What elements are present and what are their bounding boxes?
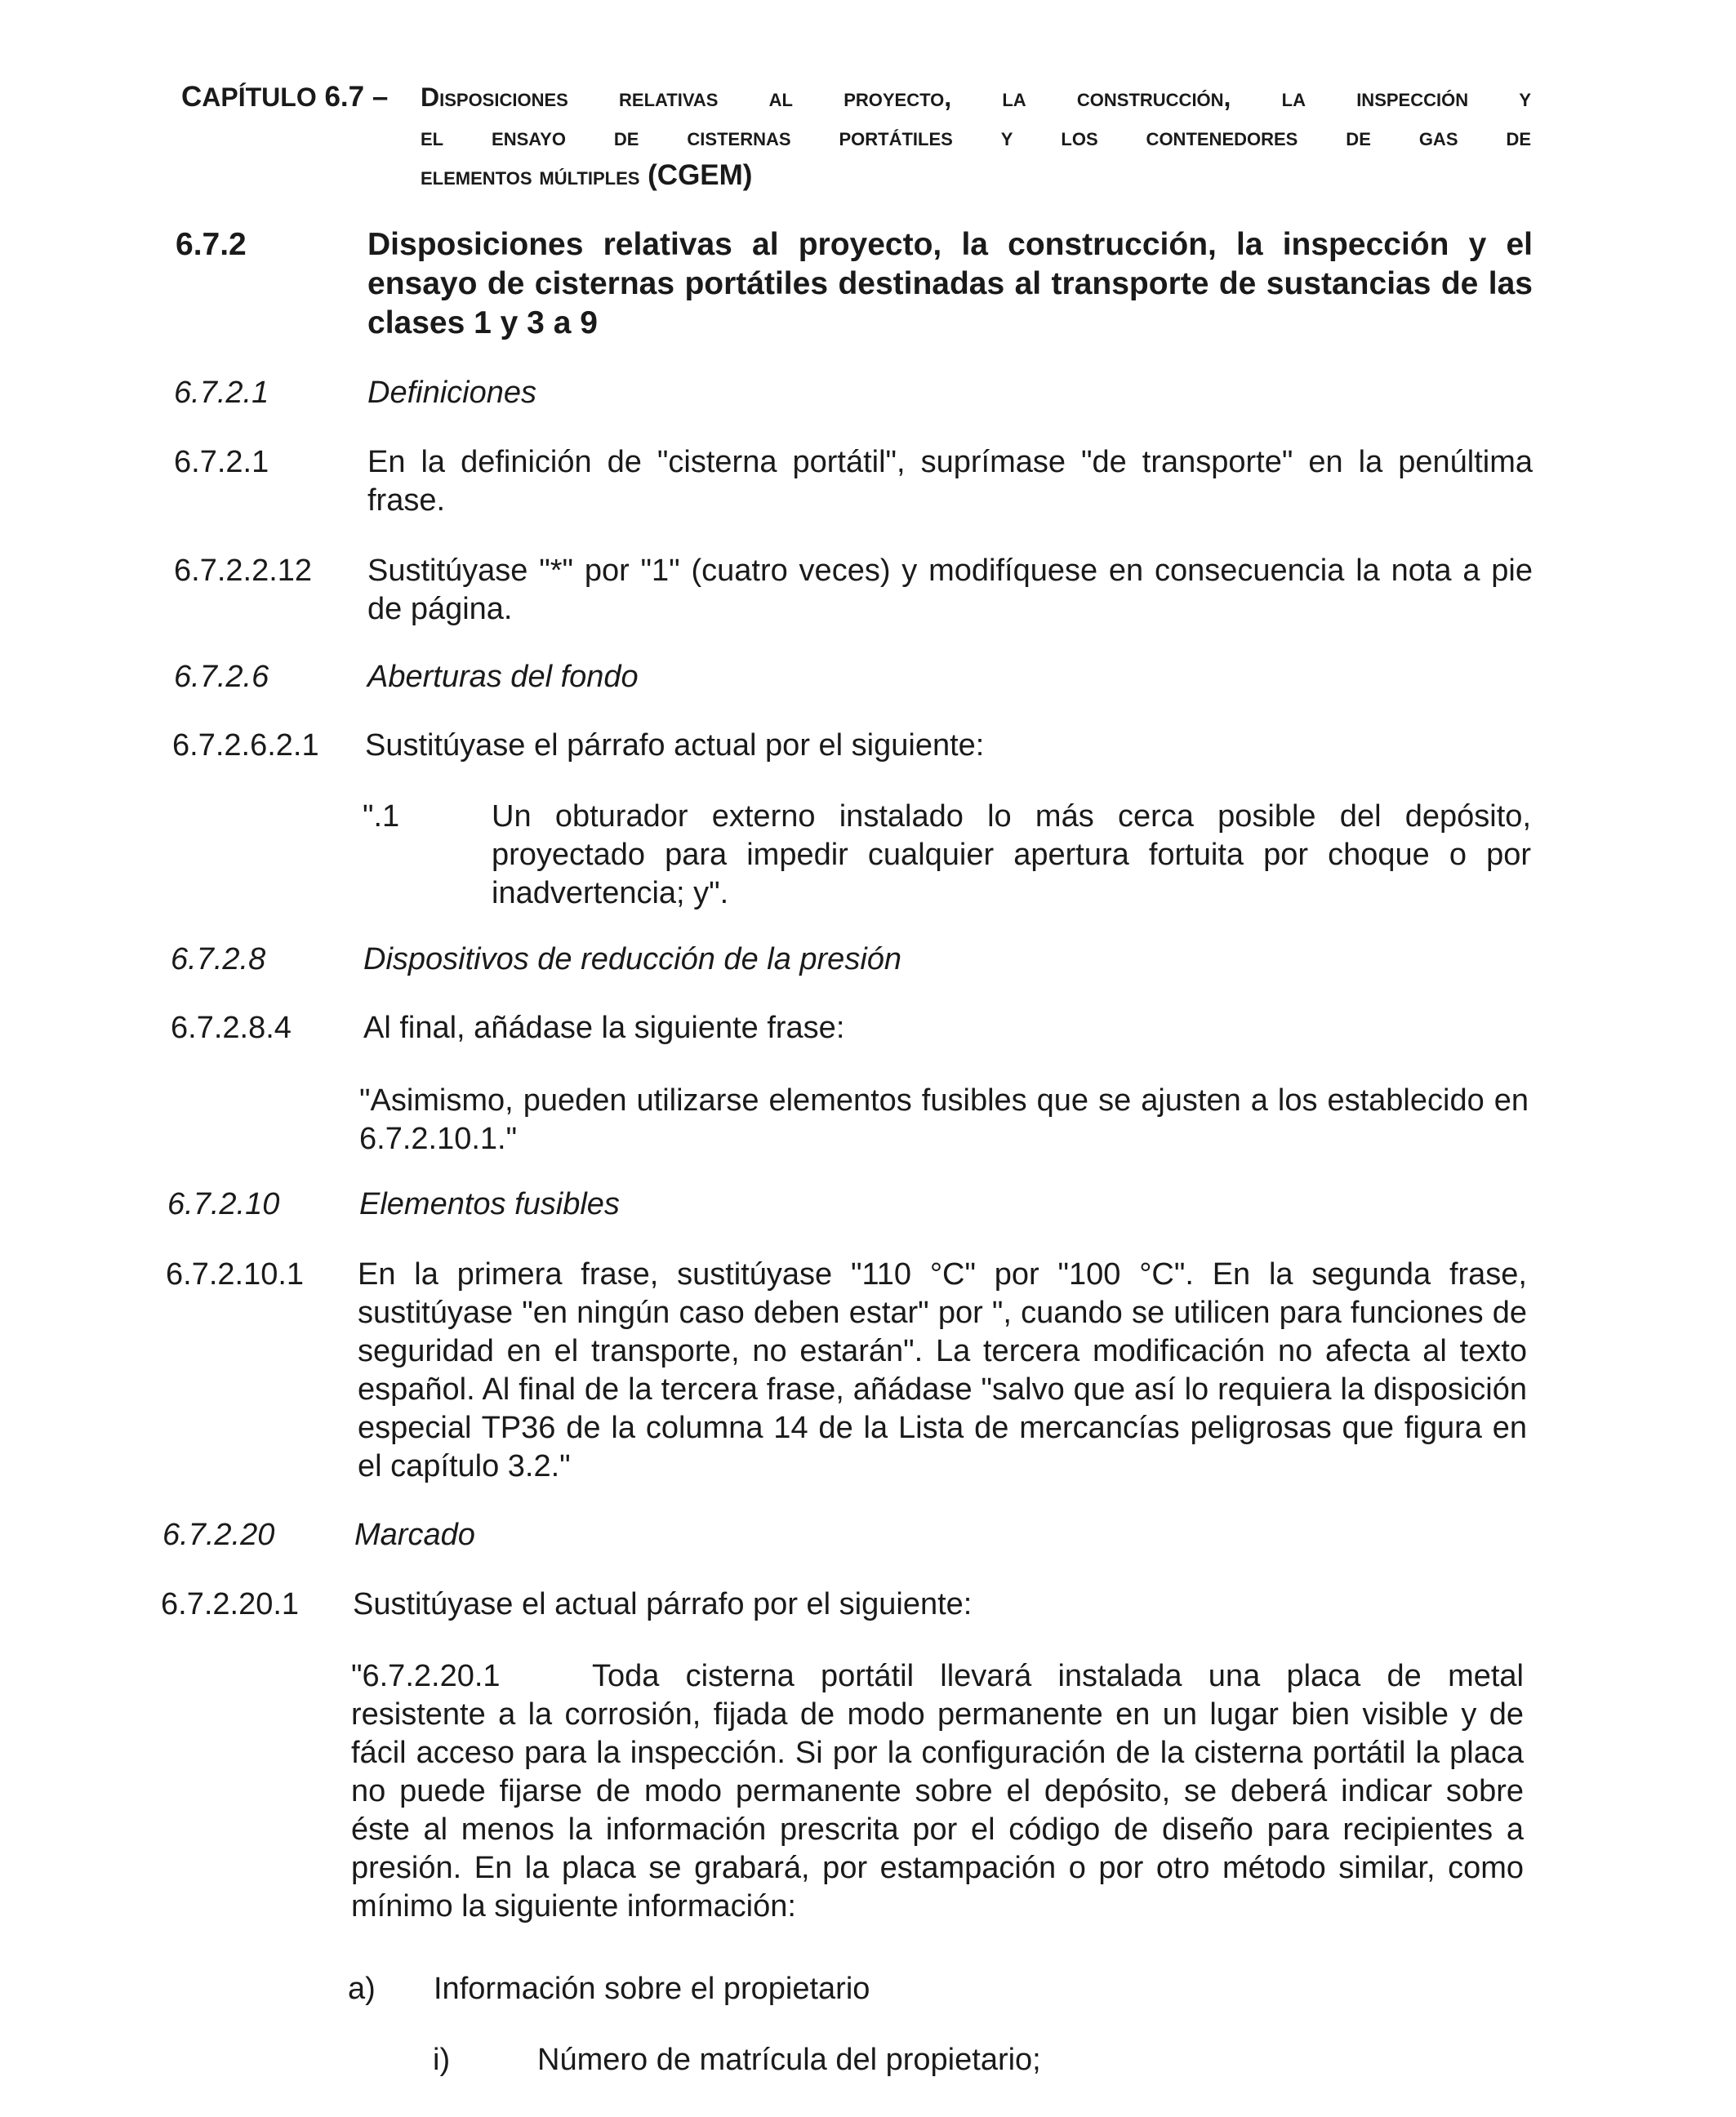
chapter-title [421, 78, 1531, 195]
item-text: Sustitúyase "*" por "1" (cuatro veces) y modifíquese en consecuencia la nota a pie de página. [367, 554, 1533, 626]
item-text: Sustitúyase el párrafo actual por el siguiente: [365, 728, 985, 763]
item-number: 6.7.2.10.1 [166, 1257, 305, 1292]
section-title: Disposiciones relativas al proyecto, la construcción, la inspección y el ensayo de cisternas portátiles destinadas al transporte de sustancias de las clases 1 y 3 a 9 [367, 227, 1533, 340]
quote-block [351, 1657, 1524, 1926]
item-text: En la primera frase, sustitúyase "110 °C" por "100 °C". En la segunda frase, sustitúyase "en ningún caso deben estar" por ", cuando se utilicen para funciones de seguridad en el transporte, no estarán". La tercera modificación no afecta al texto español. Al final de la tercera frase, añádase "salvo que así lo requiera la disposición especial TP36 de la columna 14 de la Lista de mercancías peligrosas que figura en el capítulo 3.2." [358, 1257, 1527, 1483]
chapter-label-rest: APÍTULO [202, 82, 317, 112]
list-text-i: Número de matrícula del propietario; [537, 2043, 1041, 2077]
quote-label: "6.7.2.20.1 [351, 1659, 501, 1693]
quote-label: ".1 [363, 799, 400, 834]
chapter-number: 6.7 – [324, 81, 389, 113]
list-label-i: i) [433, 2043, 451, 2077]
chapter-title-line-1: Disposiciones relativas al proyecto, la construcción, la inspección y [421, 82, 1531, 112]
item-text: En la definición de "cisterna portátil", suprímase "de transporte" en la penúltima frase. [367, 445, 1533, 518]
item-heading: Elementos fusibles [359, 1187, 620, 1221]
chapter-acronym: (CGEM) [648, 159, 753, 191]
item-heading: Definiciones [367, 376, 536, 410]
chapter-label [181, 78, 388, 117]
chapter-title-line-2: el ensayo de cisternas portátiles y los contenedores de gas de [421, 122, 1531, 151]
chapter-title-line-3 [421, 156, 1531, 195]
item-text: Sustitúyase el actual párrafo por el siguiente: [353, 1587, 973, 1621]
quote-text: Toda cisterna portátil llevará instalada una placa de metal resistente a la corrosión, fijada de modo permanente en un lugar bien visible y de fácil acceso para la inspección. Si por la configuración de la cisterna portátil la placa no puede fijarse de modo permanente sobre el depósito, se deberá indicar sobre éste al menos la información prescrita por el código de diseño para recipientes a presión. En la placa se grabará, por estampación o por otro método similar, como mínimo la siguiente información: [351, 1659, 1524, 1924]
item-number: 6.7.2.10 [167, 1187, 280, 1221]
item-number: 6.7.2.1 [174, 445, 269, 479]
list-text-a: Información sobre el propietario [434, 1972, 870, 2006]
list-label-a: a) [348, 1972, 376, 2006]
chapter-label-initial: C [181, 81, 203, 113]
item-heading: Dispositivos de reducción de la presión [363, 942, 902, 976]
quote-text: Un obturador externo instalado lo más cerca posible del depósito, proyectado para impedir cualquier apertura fortuita por choque o por inadvertencia; y". [492, 799, 1531, 910]
item-number: 6.7.2.20.1 [161, 1587, 300, 1621]
chapter-title-line-3-text: elementos múltiples [421, 161, 640, 190]
item-text: Al final, añádase la siguiente frase: [363, 1011, 845, 1045]
item-number: 6.7.2.6 [174, 660, 269, 694]
item-number: 6.7.2.8 [171, 942, 266, 976]
item-number: 6.7.2.1 [174, 376, 269, 410]
item-number: 6.7.2.8.4 [171, 1011, 292, 1045]
item-number: 6.7.2.20 [162, 1518, 275, 1552]
item-number: 6.7.2.2.12 [174, 554, 313, 588]
item-number: 6.7.2.6.2.1 [172, 728, 319, 763]
quote-text: "Asimismo, pueden utilizarse elementos fusibles que se ajusten a los establecido en 6.7.2.10.1." [359, 1083, 1529, 1156]
section-number: 6.7.2 [176, 227, 247, 262]
item-heading: Aberturas del fondo [367, 660, 639, 694]
item-heading: Marcado [354, 1518, 475, 1552]
